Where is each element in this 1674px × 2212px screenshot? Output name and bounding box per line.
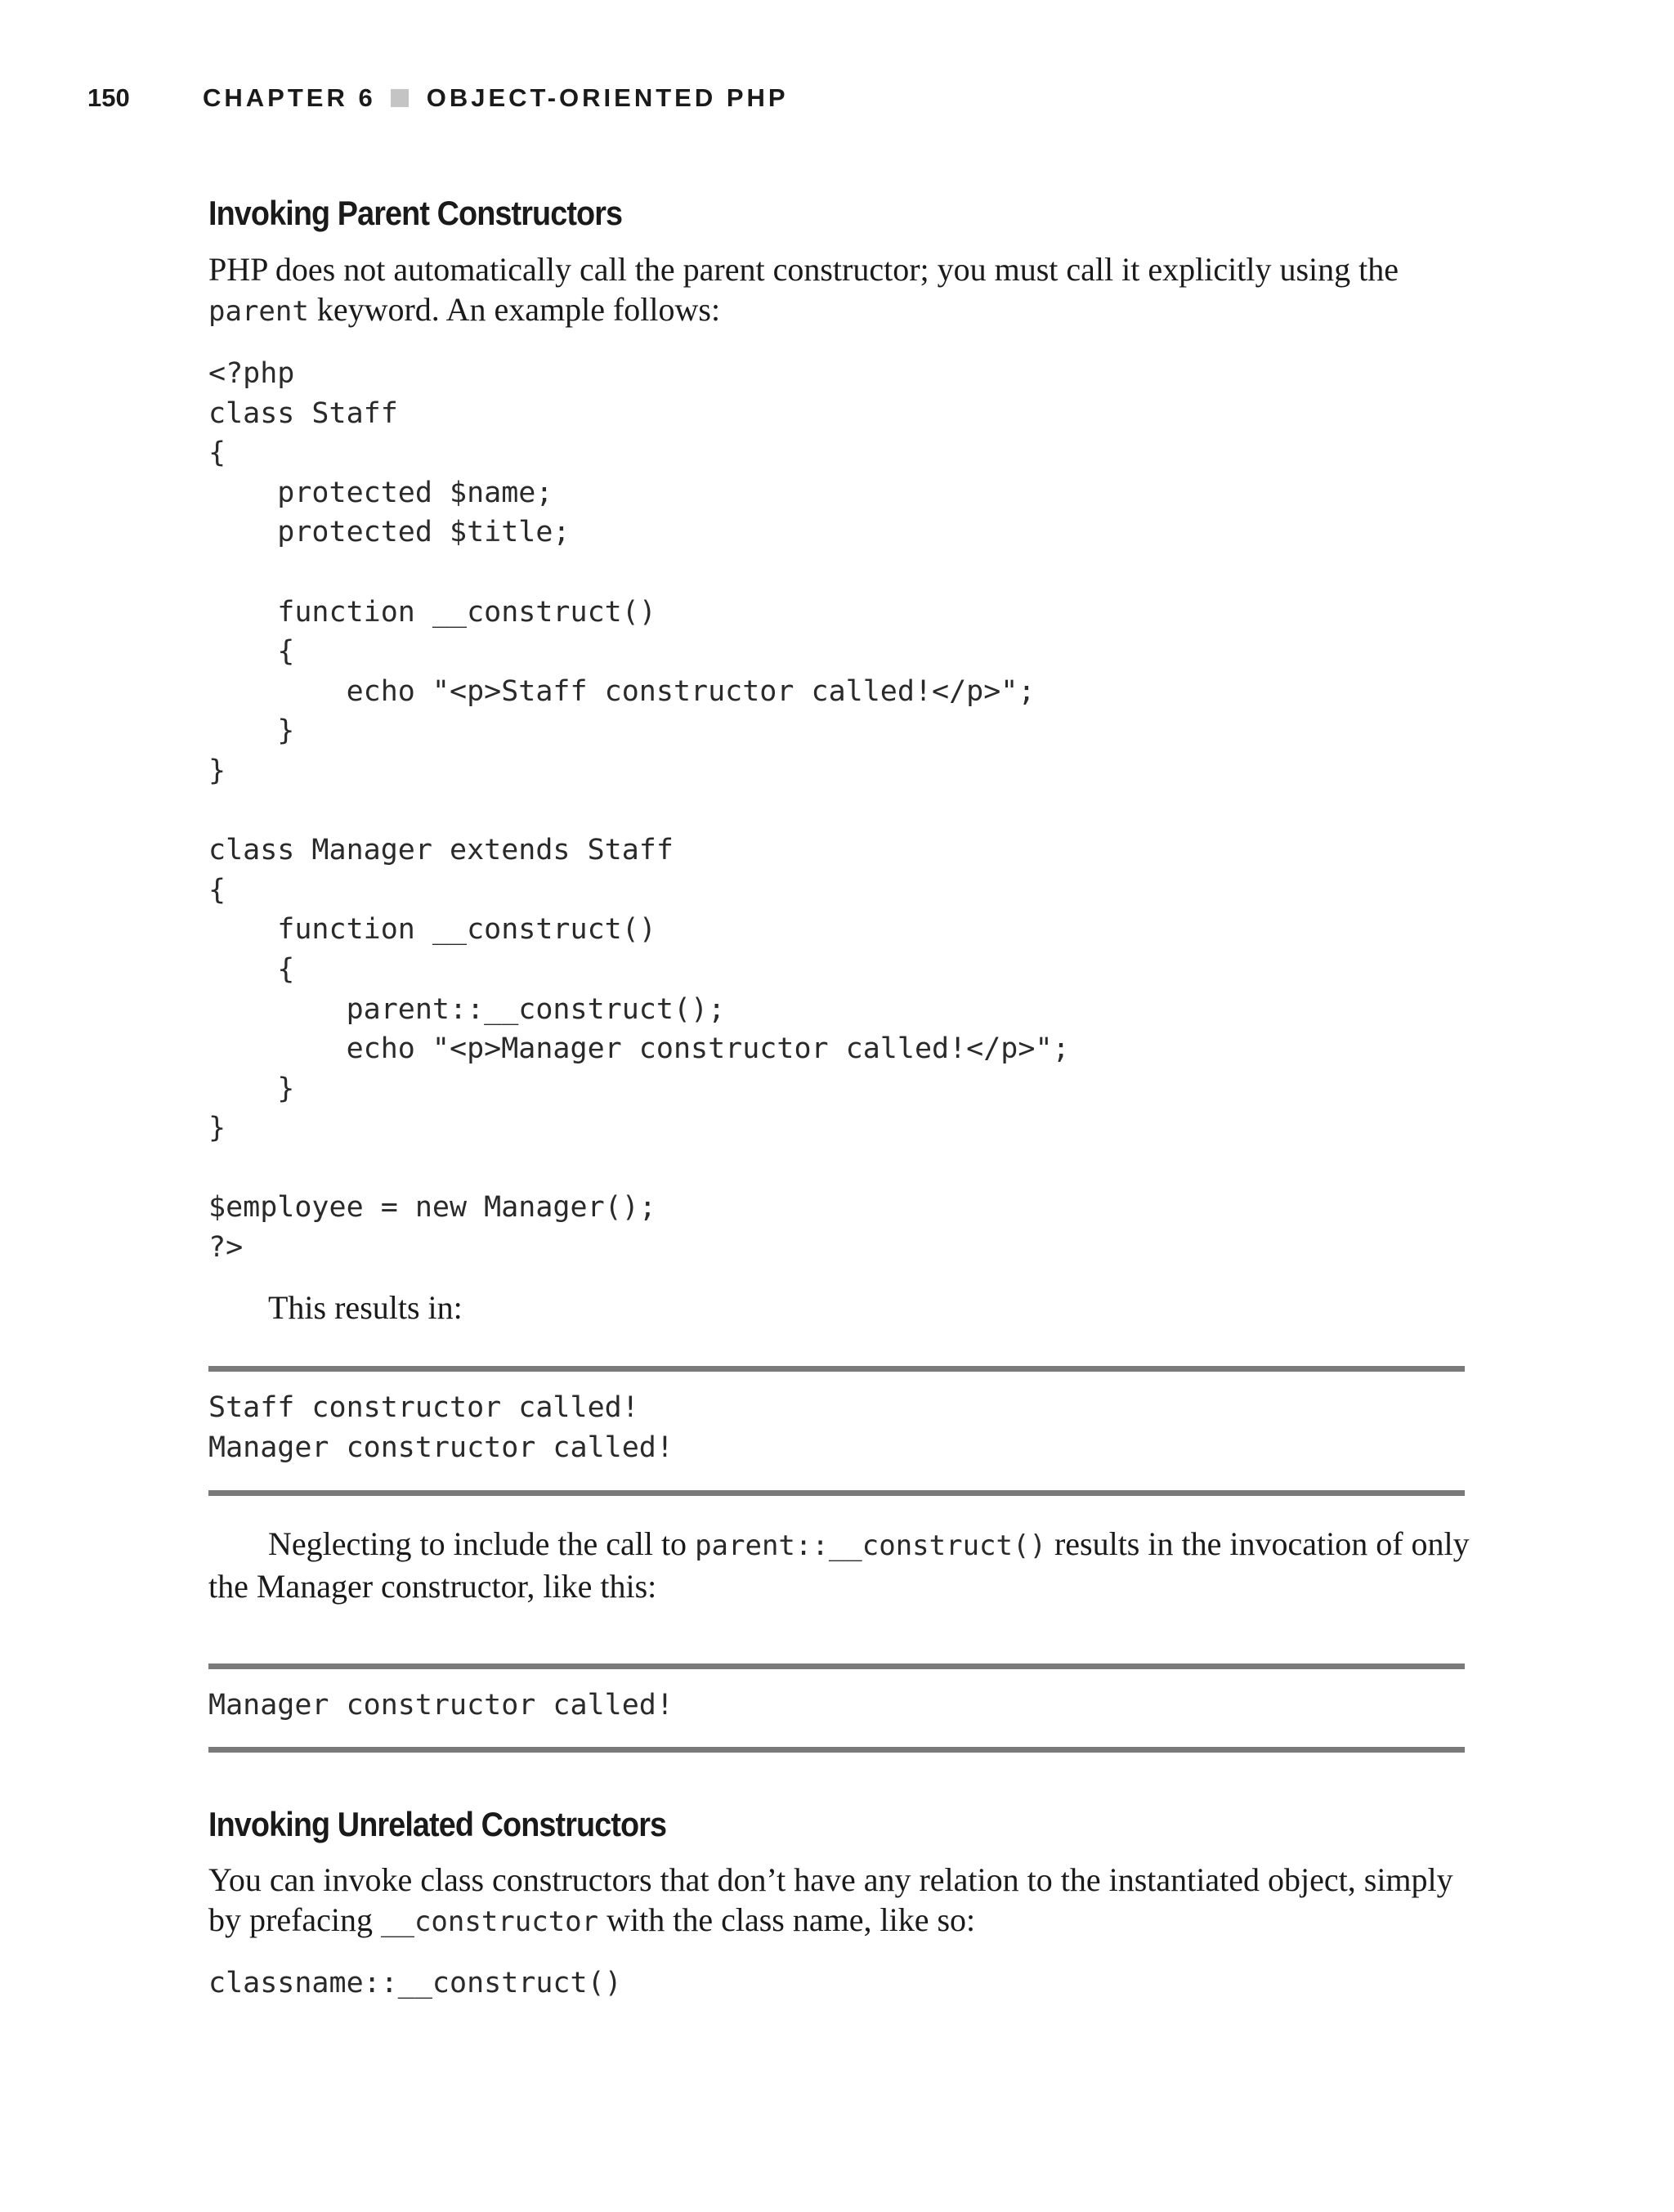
neglect-paragraph	[208, 1524, 1484, 1606]
output2-rule-bottom	[208, 1747, 1465, 1753]
output-rule-bottom	[208, 1490, 1465, 1496]
neglect-text-after: results in the invocation of only the Manager constructor, like this:	[208, 1525, 1470, 1605]
page-number: 150	[87, 83, 130, 112]
inline-code-constructor: __constructor	[381, 1905, 599, 1938]
results-text: This results in:	[268, 1289, 463, 1326]
intro-paragraph	[208, 249, 1484, 332]
unrelated-text-after: with the class name, like so:	[598, 1901, 976, 1938]
intro-text-before: PHP does not automatically call the parent constructor; you must call it explicitly using the	[208, 251, 1399, 288]
chapter-title: OBJECT-ORIENTED PHP	[426, 83, 789, 112]
chapter-label: CHAPTER 6	[203, 83, 376, 112]
unrelated-intro-paragraph	[208, 1860, 1484, 1942]
section-heading-parent-constructors: Invoking Parent Constructors	[208, 194, 623, 232]
unrelated-text-before: You can invoke class constructors that don’t have any relation to the instantiated object, simply by prefacing	[208, 1861, 1453, 1938]
neglect-text-before: Neglecting to include the call to	[268, 1525, 696, 1562]
inline-code-parent-construct: parent::__construct()	[695, 1529, 1046, 1562]
inline-code-parent: parent	[208, 295, 309, 328]
section-heading-unrelated-constructors: Invoking Unrelated Constructors	[208, 1805, 667, 1843]
square-separator-icon	[391, 89, 409, 107]
code-listing: <?php class Staff { protected $name; protected $title; function __construct() { echo "<p>Staff constructor called!</p>"; } } class Manager extends Staff { function __construct() { parent::__construct(); echo "<p>Manager constructor called!</p>"; } } $employee = new Manager(); ?>	[208, 357, 1070, 1265]
output-block-2: Manager constructor called!	[208, 1689, 674, 1722]
code-line-classname: classname::__construct()	[208, 1967, 622, 1999]
output2-rule-top	[208, 1663, 1465, 1669]
intro-text-after: keyword. An example follows:	[308, 291, 721, 328]
output-rule-top	[208, 1366, 1465, 1372]
running-header	[203, 82, 789, 114]
output-block-1: Staff constructor called! Manager constructor called!	[208, 1391, 674, 1464]
